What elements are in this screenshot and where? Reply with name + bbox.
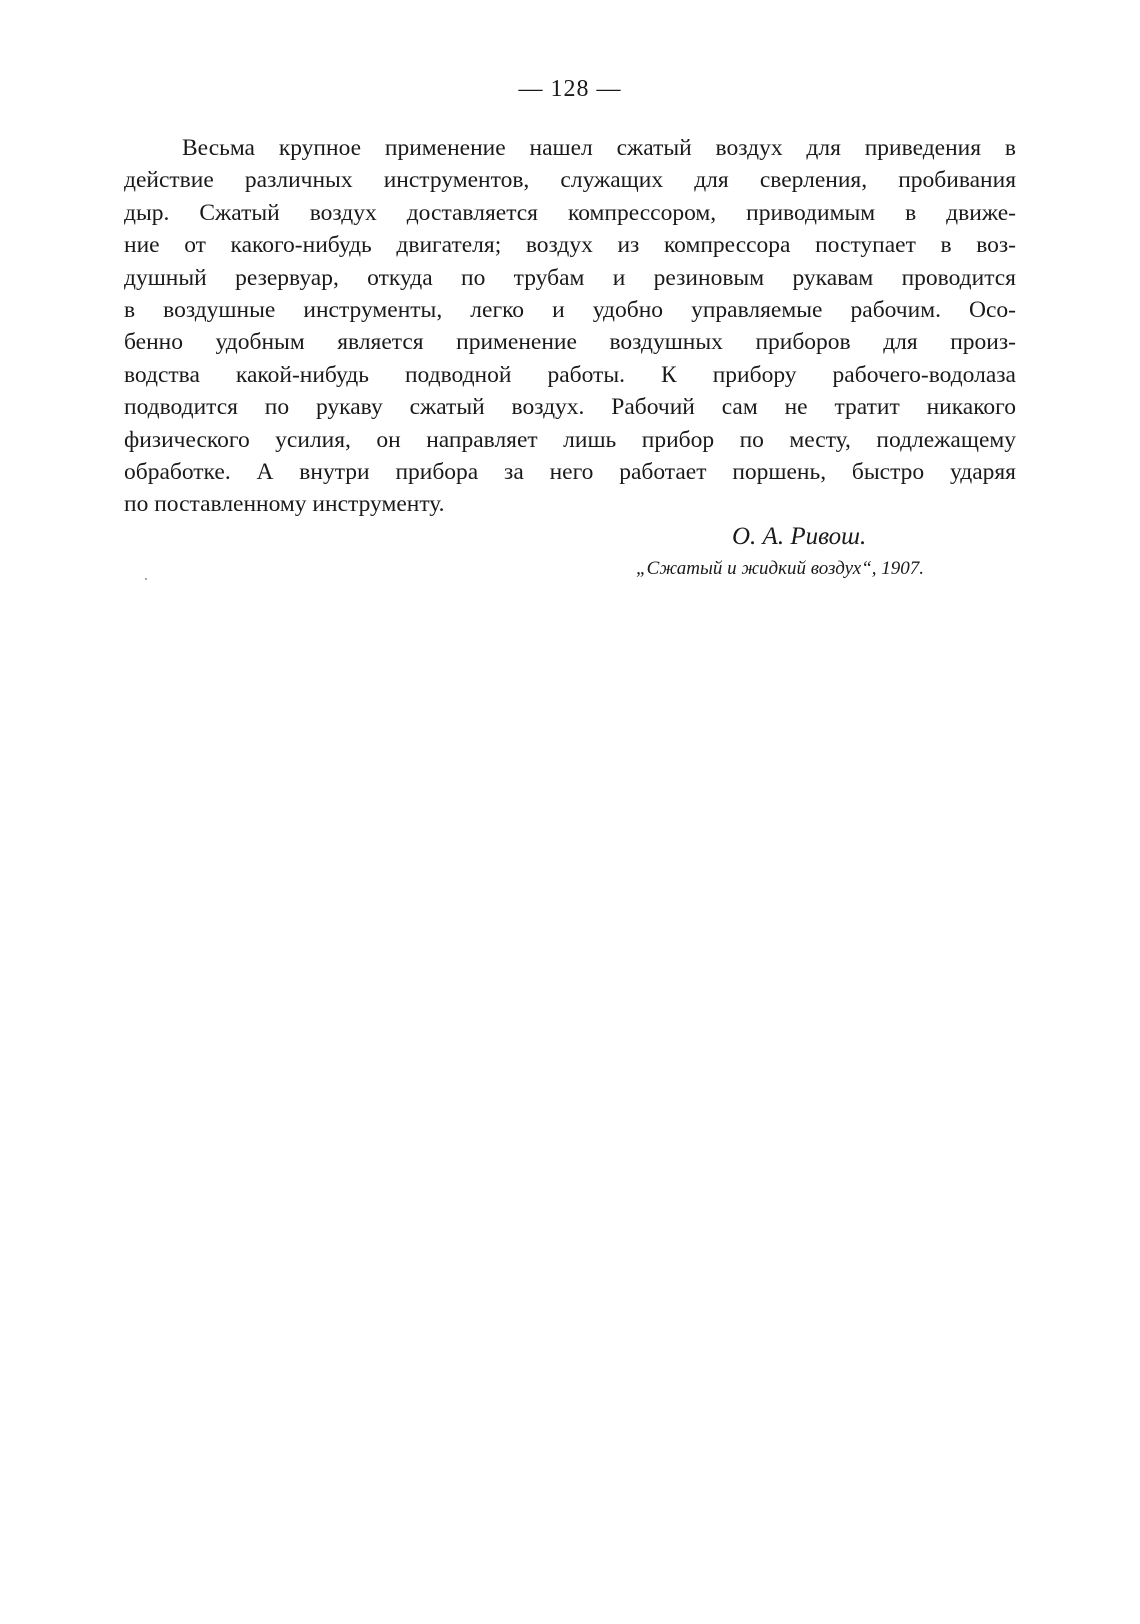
print-speck xyxy=(145,578,147,580)
paragraph-line: Весьма крупное применение нашел сжатый воздух для приведения в xyxy=(182,135,1016,161)
paragraph-line: бенно удобным является применение воздушных приборов для произ- xyxy=(124,329,1016,356)
paragraph-line: дыр. Сжатый воздух доставляется компрессором, приводимым в движе- xyxy=(124,199,1016,226)
paragraph-line: ние от какого-нибудь двигателя; воздух из компрессора поступает в воз- xyxy=(124,232,1016,259)
page-number: — 128 — xyxy=(518,76,622,102)
paragraph-line: физического усилия, он направляет лишь прибор по месту, подлежащему xyxy=(124,426,1016,453)
source-citation: „Сжатый и жидкий воздух“, 1907. xyxy=(636,558,925,579)
paragraph-line: обработке. А внутри прибора за него работает поршень, быстро ударяя xyxy=(124,458,1016,485)
author-signature: О. А. Ривош. xyxy=(732,523,867,550)
paragraph-line: действие различных инструментов, служащих для сверления, пробивания xyxy=(124,167,1016,194)
paragraph-line: душный резервуар, откуда по трубам и резиновым рукавам проводится xyxy=(124,264,1016,291)
body-paragraph xyxy=(124,132,1016,521)
paragraph-line: по поставленному инструменту. xyxy=(124,491,445,518)
paragraph-line: водства какой-нибудь подводной работы. К прибору рабочего-водолаза xyxy=(124,361,1016,388)
paragraph-line: подводится по рукаву сжатый воздух. Рабочий сам не тратит никакого xyxy=(124,394,1016,421)
paragraph-line: в воздушные инструменты, легко и удобно управляемые рабочим. Осо- xyxy=(124,296,1016,323)
